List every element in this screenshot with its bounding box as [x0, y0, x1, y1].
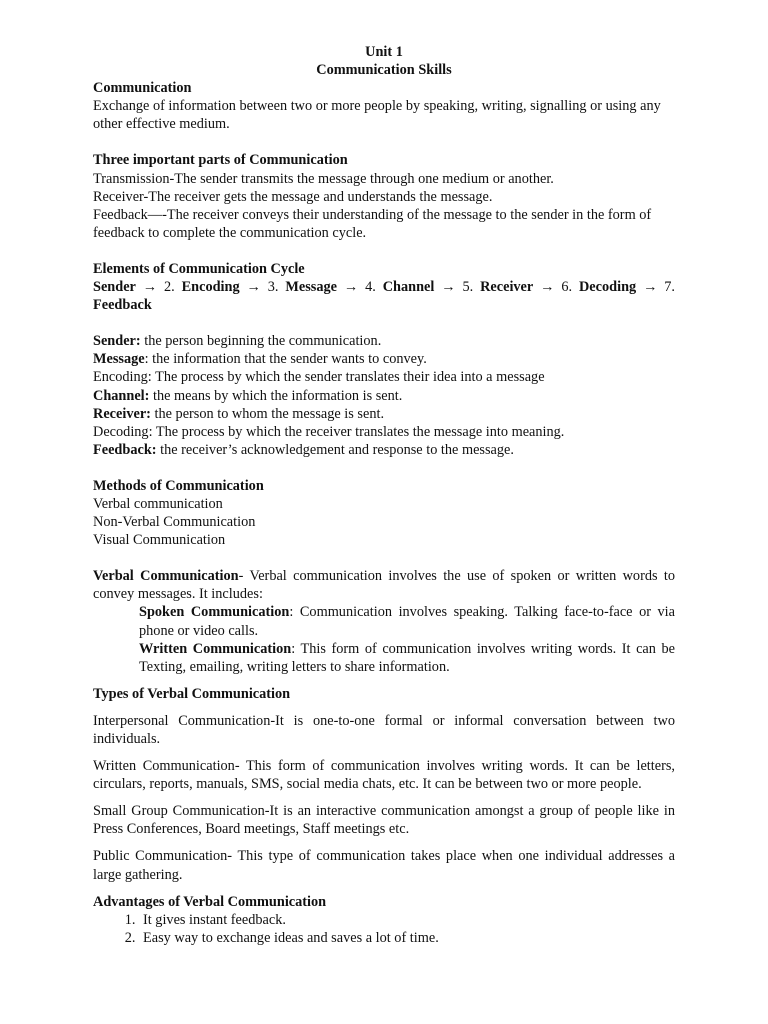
- written-communication: Written Communication: This form of communication involves writing words. It can be Texting, emailing, writing letters to share information.: [139, 640, 675, 675]
- type-interpersonal: Interpersonal Communication-It is one-to-one formal or informal conversation between two individuals.: [93, 712, 675, 747]
- definition-encoding: Encoding: The process by which the sender translates their idea into a message: [93, 369, 545, 386]
- cycle-heading: Elements of Communication Cycle: [93, 260, 305, 277]
- definition-receiver: Receiver: the person to whom the message is sent.: [93, 405, 385, 422]
- unit-title: Unit 1: [365, 44, 403, 60]
- method-item: Non-Verbal Communication: [93, 514, 256, 531]
- communication-heading: Communication: [93, 80, 192, 97]
- communication-definition: Exchange of information between two or more people by speaking, writing, signalling or using any other effective medium.: [93, 98, 661, 133]
- cycle-step: → 6.: [533, 279, 579, 296]
- cycle-step: → 2.: [135, 279, 182, 296]
- list-item: 1. It gives instant feedback.: [139, 911, 675, 929]
- cycle-step: → 5.: [434, 279, 481, 296]
- methods-heading: Methods of Communication: [93, 477, 264, 494]
- cycle-step: → 3.: [239, 279, 286, 296]
- three-parts-heading: Three important parts of Communication: [93, 152, 348, 169]
- definition-decoding: Decoding: The process by which the receiver translates the message into meaning.: [93, 423, 565, 440]
- cycle-step: → 4.: [336, 279, 383, 296]
- cycle-step-label: Channel: [382, 279, 435, 296]
- type-written: Written Communication- This form of communication involves writing words. It can be letters, circulars, reports, manuals, SMS, social media chats, etc. It can be between two or more people.: [93, 758, 675, 793]
- document-page: [93, 43, 675, 947]
- spoken-communication: Spoken Communication: Communication involves speaking. Talking face-to-face or via phone or video calls.: [139, 604, 675, 639]
- part-feedback: Feedback—-The receiver conveys their understanding of the message to the sender in the form of feedback to complete the communication cycle.: [93, 206, 652, 241]
- type-public: Public Communication- This type of communication takes place when one individual addresses a large gathering.: [93, 848, 675, 883]
- definition-feedback: Feedback: the receiver’s acknowledgement and response to the message.: [93, 441, 514, 458]
- cycle-step-label: Decoding: [578, 279, 637, 296]
- list-item: 2. Easy way to exchange ideas and saves a lot of time.: [139, 929, 675, 947]
- definition-channel: Channel: the means by which the information is sent.: [93, 387, 403, 404]
- type-small-group: Small Group Communication-It is an interactive communication amongst a group of people like in Press Conferences, Board meetings, Staff meetings etc.: [93, 803, 675, 838]
- cycle-step-label: Message: [285, 279, 337, 296]
- method-item: Visual Communication: [93, 532, 226, 549]
- cycle-step: → 7.: [636, 279, 676, 296]
- advantages-heading: Advantages of Verbal Communication: [93, 893, 327, 910]
- cycle-step-label: Sender: [93, 279, 136, 296]
- cycle-steps: [93, 278, 675, 314]
- cycle-step-label: Receiver: [480, 279, 534, 296]
- document-title: Communication Skills: [316, 62, 452, 79]
- method-item: Verbal communication: [93, 495, 223, 512]
- advantages-list: [93, 911, 675, 947]
- definition-message: Message: the information that the sender wants to convey.: [93, 351, 427, 368]
- definition-sender: Sender: the person beginning the communication.: [93, 333, 382, 350]
- verbal-intro: Verbal Communication- Verbal communication involves the use of spoken or written words to convey messages. It includes:: [93, 568, 676, 603]
- types-heading: Types of Verbal Communication: [93, 685, 291, 702]
- part-transmission: Transmission-The sender transmits the message through one medium or another.: [93, 170, 554, 187]
- cycle-step-label: Feedback: [93, 297, 152, 314]
- cycle-step-label: Encoding: [181, 279, 240, 296]
- part-receiver: Receiver-The receiver gets the message and understands the message.: [93, 188, 493, 205]
